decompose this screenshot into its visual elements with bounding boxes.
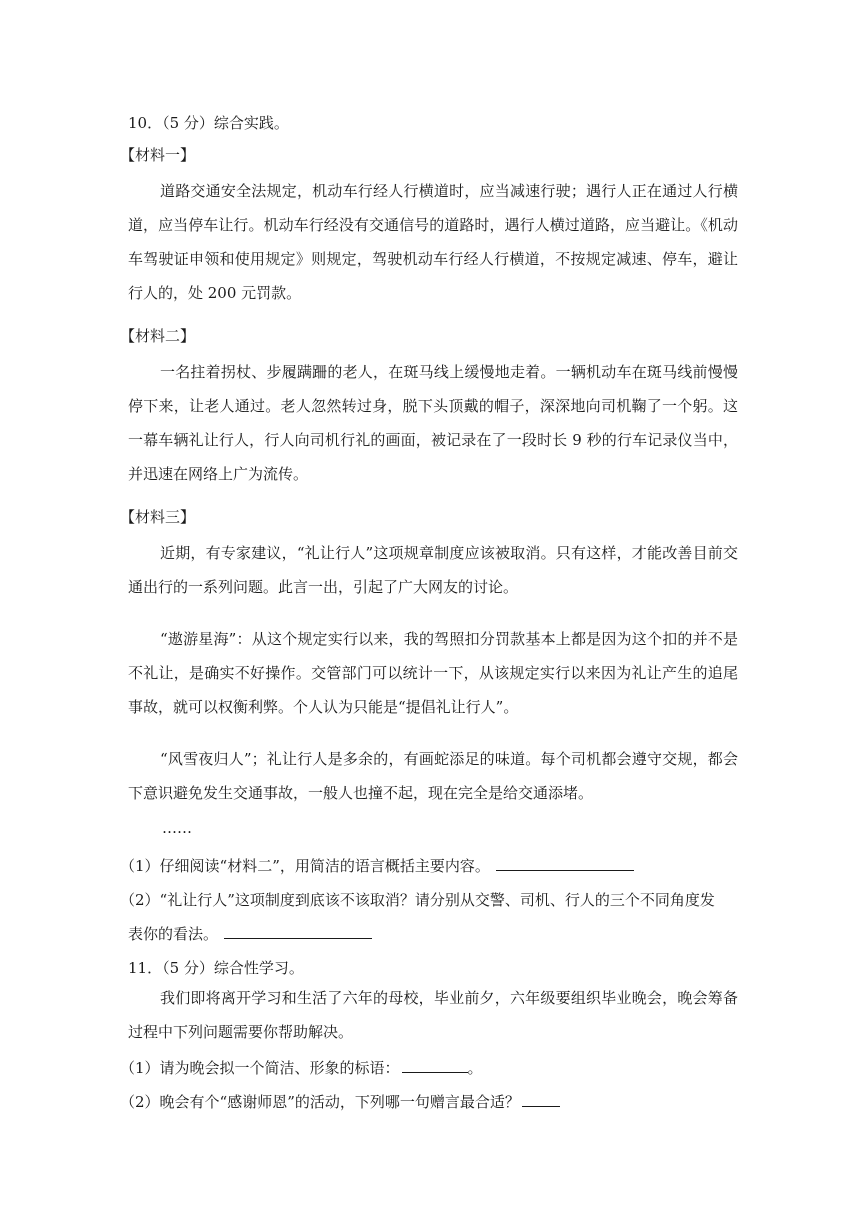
q11-sub2-text: （2）晚会有个“感谢师恩”的活动，下列哪一句赠言最合适？ [120, 1093, 520, 1111]
material-3-text-3: “风雪夜归人”；礼让行人是多余的，有画蛇添足的味道。每个司机都会遵守交规，都会下意识避免发生交通事故，一般人也撞不起，现在完全是给交通添堵。 [128, 750, 738, 802]
q11-heading: 11．（5 分）综合性学习。 [128, 959, 304, 977]
q11-sub1-text: （1）请为晚会拟一个简洁、形象的标语： [120, 1059, 400, 1077]
material-3-label: 【材料三】 [120, 508, 196, 526]
answer-blank-q10-1[interactable] [496, 856, 634, 871]
material-3-text-2: “遨游星海”：从这个规定实行以来，我的驾照扣分罚款基本上都是因为这个扣的并不是不礼让，是确实不好操作。交管部门可以统计一下，从该规定实行以来因为礼让产生的追尾事故，就可以权衡利弊。个人认为只能是“提倡礼让行人”。 [128, 630, 738, 716]
material-3-text-1: 近期，有专家建议，“礼让行人”这项规章制度应该被取消。只有这样，才能改善目前交通出行的一系列问题。此言一出，引起了广大网友的讨论。 [128, 544, 738, 596]
q10-sub1 [120, 856, 860, 876]
q11-intro: 我们即将离开学习和生活了六年的母校，毕业前夕，六年级要组织毕业晚会，晚会筹备过程中下列问题需要你帮助解决。 [128, 989, 738, 1041]
q10-sub2-text: 表你的看法。 [128, 925, 219, 943]
answer-blank-q11-1[interactable] [402, 1058, 468, 1073]
answer-blank-q11-2[interactable] [522, 1092, 560, 1107]
material-2-label: 【材料二】 [120, 327, 196, 345]
material-2-text: 一名拄着拐杖、步履蹒跚的老人，在斑马线上缓慢地走着。一辆机动车在斑马线前慢慢停下来，让老人通过。老人忽然转过身，脱下头顶戴的帽子，深深地向司机鞠了一个躬。这一幕车辆礼让行人，行人向司机行礼的画面，被记录在了一段时长 9 秒的行车记录仪当中，并迅速在网络上广为流传。 [128, 363, 738, 483]
q10-heading: 10．（5 分）综合实践。 [128, 114, 289, 132]
material-1-label: 【材料一】 [120, 146, 196, 164]
material-1-text: 道路交通安全法规定，机动车行经人行横道时，应当减速行驶；遇行人正在通过人行横道，应当停车让行。机动车行经没有交通信号的道路时，遇行人横过道路，应当避让。《机动车驾驶证申领和使用规定》则规定，驾驶机动车行经人行横道，不按规定减速、停车，避让行人的，处 200 元罚款。 [128, 182, 738, 302]
q11-sub1 [120, 1058, 860, 1078]
q10-sub1-text: （1）仔细阅读“材料二”，用简洁的语言概括主要内容。 [120, 857, 490, 875]
answer-blank-q10-2[interactable] [224, 924, 372, 939]
q10-sub2-line2 [128, 924, 860, 944]
q11-sub1-end: 。 [467, 1059, 483, 1077]
q10-sub2-line1: （2）“礼让行人”这项制度到底该不该取消？请分别从交警、司机、行人的三个不同角度发 [120, 891, 715, 909]
ellipsis: …… [162, 819, 192, 837]
q11-sub2 [120, 1092, 860, 1112]
